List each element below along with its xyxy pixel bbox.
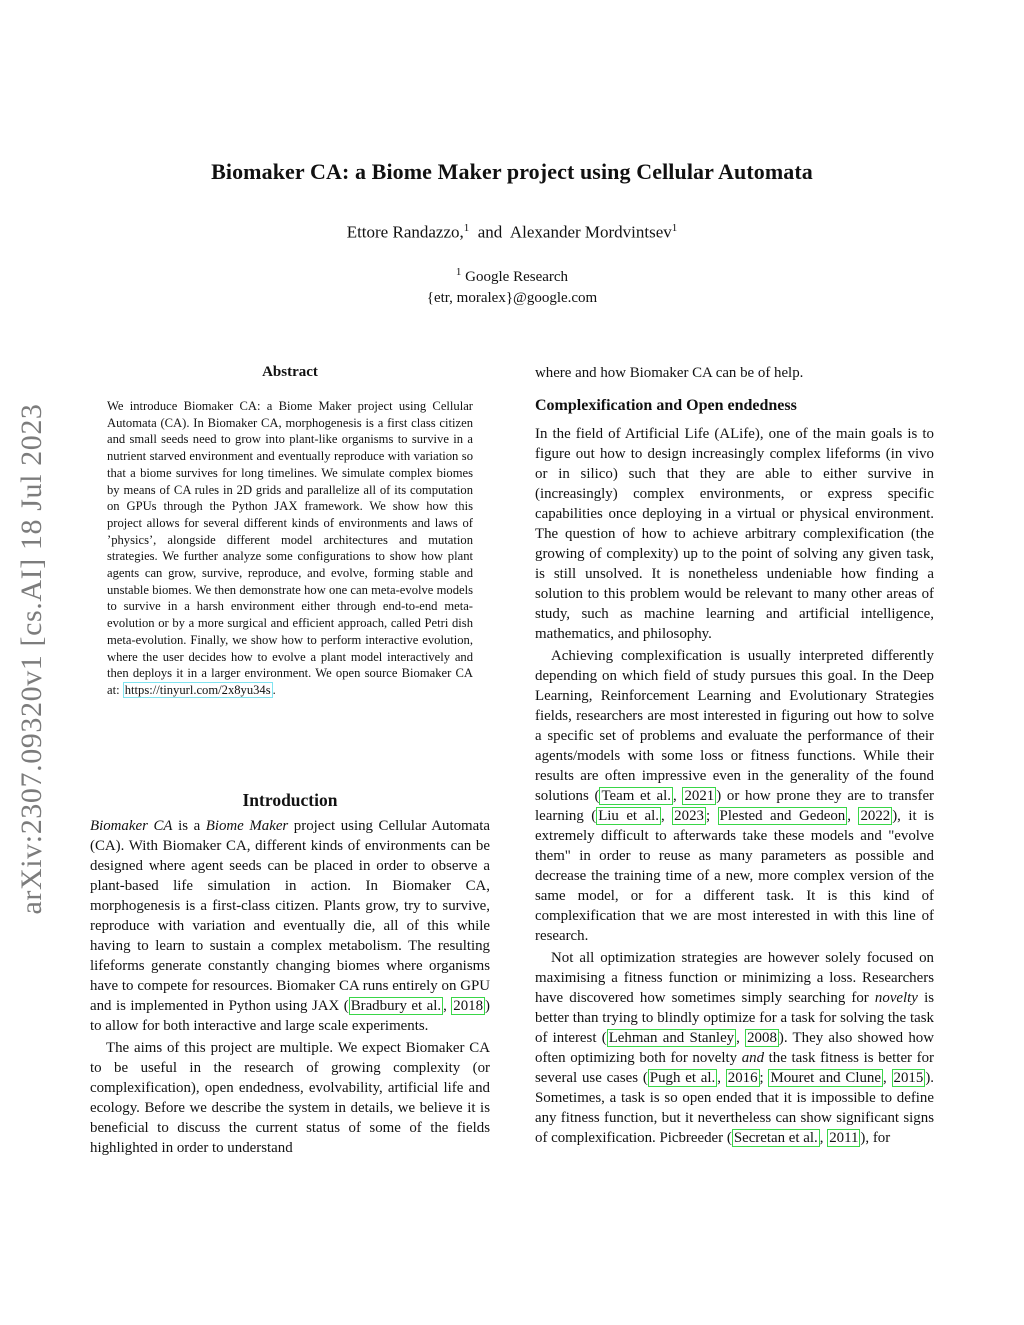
- affiliation-block: [0, 262, 1024, 309]
- citation-mouret[interactable]: Mouret and Clune: [770, 1070, 881, 1086]
- citation-separator: ,: [672, 788, 683, 804]
- citation-separator: ,: [736, 1030, 746, 1046]
- citation-secretan[interactable]: Secretan et al.: [733, 1130, 818, 1146]
- citation-separator: ,: [443, 998, 452, 1014]
- citation-liu-year[interactable]: 2023: [674, 808, 704, 824]
- affiliation-name: Google Research: [465, 269, 569, 285]
- author-affil-mark-2: 1: [671, 222, 678, 234]
- paper-title: Biomaker CA: a Biome Maker project using Cellular Automata: [211, 159, 813, 184]
- left-column: [90, 790, 490, 1158]
- citation-separator: ,: [819, 1130, 828, 1146]
- introduction-heading: Introduction: [242, 790, 338, 810]
- citation-separator: ,: [847, 808, 859, 824]
- author-name-1: Ettore Randazzo,: [346, 222, 464, 242]
- abstract-section: [107, 364, 473, 699]
- intro-paragraph-1: [90, 816, 490, 1036]
- arxiv-identifier: [12, 378, 52, 940]
- citation-pugh-year[interactable]: 2016: [727, 1070, 758, 1086]
- emphasis-novelty: novelty: [874, 990, 918, 1006]
- citation-semicolon: ;: [759, 1070, 769, 1086]
- citation-team-year[interactable]: 2021: [684, 788, 715, 804]
- intro-text: project using Cellular Automata (CA). With Biomaker CA, different kinds of environments can be designed where agent seeds can be placed in order to observe a plant-based life simulation in action. In Biomaker CA, morphogenesis is a first-class citizen. Plants grow, try to survive, reproduce with variation and eventually die, all of this while having to learn to sustain a complex metabolism. The resulting lifeforms generate constantly changing biomes where organisms have to compete for resources. Biomaker CA runs entirely on GPU and is implemented in Python using JAX (: [90, 818, 490, 1014]
- citation-plested-year[interactable]: 2022: [860, 808, 891, 824]
- citation-separator: ,: [883, 1070, 892, 1086]
- author-emails: {etr, moralex}@google.com: [426, 290, 598, 306]
- citation-plested[interactable]: Plested and Gedeon: [719, 808, 846, 824]
- citation-lehman[interactable]: Lehman and Stanley: [608, 1030, 735, 1046]
- affiliation-mark: 1: [455, 266, 462, 278]
- arxiv-identifier-text: arXiv:2307.09320v1 [cs.AI] 18 Jul 2023: [15, 403, 48, 915]
- abstract-end: .: [272, 682, 276, 697]
- source-code-link[interactable]: https://tinyurl.com/2x8yu34s: [124, 682, 271, 697]
- citation-team[interactable]: Team et al.: [601, 788, 671, 804]
- body-text: ). Sometimes, a task is so open ended that it is impossible to define any fitness function, but it nevertheless can show significant signs of complexification. Picbreeder (: [535, 1070, 934, 1146]
- body-text: the task fitness is better for several use cases (: [535, 1050, 934, 1086]
- complexification-paragraph-3: [535, 948, 934, 1148]
- complexification-heading: Complexification and Open endedness: [535, 397, 797, 414]
- body-text: ), for: [860, 1130, 891, 1146]
- author-conjunction: and: [477, 222, 503, 242]
- citation-secretan-year[interactable]: 2011: [829, 1130, 859, 1146]
- complexification-paragraph-1: In the field of Artificial Life (ALife), one of the main goals is to figure out how to design increasingly complex lifeforms (in vivo or in silico) such that they are able to either survive in (increasingly) complex environments, or express specific capabilities once deploying in a virtual or physical environment. The question of how to achieve arbitrary complexification (the growing of complexity) up to the point of solving any given task, is still unsolved. It is nonetheless undeniable how finding a solution to this problem would be relevant to many other areas of study, such as machine learning and artificial intelligence, mathematics, and philosophy.: [535, 426, 934, 642]
- citation-separator: ,: [661, 808, 673, 824]
- author-affil-mark-1: 1: [463, 222, 470, 234]
- citation-separator: ,: [717, 1070, 726, 1086]
- body-text: Achieving complexification is usually interpreted differently depending on which field of study pursues this goal. In the Deep Learning, Reinforcement Learning and Evolutionary Strategies fields, researchers are most interested in figuring out how to solve a specific set of problems and evaluate the performance of their agents/models with some loss or fitness functions. While their results are often impressive even in the generality of the found solutions (: [535, 648, 934, 804]
- intro-emphasis-biomaker: Biomaker CA: [90, 818, 173, 834]
- continued-text: where and how Biomaker CA can be of help.: [535, 365, 804, 381]
- author-name-2: Alexander Mordvintsev: [509, 222, 672, 242]
- body-text: ) or how prone they are to transfer learning (: [535, 788, 935, 824]
- intro-emphasis-biome-maker: Biome Maker: [205, 818, 289, 834]
- author-line: [0, 222, 1024, 243]
- body-text: ). They also showed how often optimizing both for novelty: [535, 1030, 934, 1066]
- citation-bradbury[interactable]: Bradbury et al.: [350, 998, 442, 1014]
- citation-semicolon: ;: [705, 808, 718, 824]
- abstract-heading: Abstract: [262, 364, 318, 380]
- abstract-text: [107, 398, 473, 699]
- intro-text: ) to allow for both interactive and large scale experiments.: [90, 998, 490, 1034]
- citation-liu[interactable]: Liu et al.: [598, 808, 659, 824]
- complexification-paragraph-2: [535, 646, 934, 946]
- emphasis-and: and: [741, 1050, 765, 1066]
- body-text: ), it is extremely difficult to afterwards take these models and "evolve them" in order to reuse as many parameters as possible and decrease the training time of a new, more complex version of the same model, or for a different task. It is this kind of complexification that we are most interested in with this line of research.: [535, 808, 934, 944]
- citation-mouret-year[interactable]: 2015: [893, 1070, 924, 1086]
- citation-lehman-year[interactable]: 2008: [747, 1030, 777, 1046]
- intro-text: is a: [172, 818, 206, 834]
- intro-paragraph-2: The aims of this project are multiple. We expect Biomaker CA to be useful in the research of growing complexity (or complexification), open endedness, evolvability, artificial life and ecology. Before we describe the system in details, we believe it is beneficial to discuss the current status of some of the fields highlighted in order to understand: [90, 1040, 490, 1156]
- citation-bradbury-year[interactable]: 2018: [453, 998, 484, 1014]
- abstract-body: We introduce Biomaker CA: a Biome Maker project using Cellular Automata (CA). In Biomaker CA, morphogenesis is a first class citizen and small seeds need to grow into plant-like organisms to survive in a nutrient starved environment and eventually reproduce with variation so that a biome survives for long timelines. We simulate complex biomes by means of CA rules in 2D grids and parallelize all of its computation on GPUs through the Python JAX framework. We show how this project allows for several different kinds of environments and laws of ’physics’, alongside different model architectures and mutation strategies. We further analyze some configurations to show how plant agents can grow, survive, reproduce, and evolve, forming stable and unstable biomes. We then demonstrate how one can meta-evolve models to survive in a harsh environment either through end-to-end meta-evolution or by a more surgical and efficient approach, called Petri dish meta-evolution. Finally, we show how to perform interactive evolution, where the user decides how to evolve a plant model interactively and then deploys it in a larger environment. We open source Biomaker CA at:: [107, 399, 473, 697]
- body-text: is better than trying to blindly optimize for a task for solving the task of interest (: [535, 990, 934, 1046]
- right-column: [535, 363, 934, 1148]
- citation-pugh[interactable]: Pugh et al.: [649, 1070, 716, 1086]
- body-text: Not all optimization strategies are however solely focused on maximising a fitness function or minimizing a loss. Researchers have discovered how sometimes simply searching for: [535, 950, 934, 1006]
